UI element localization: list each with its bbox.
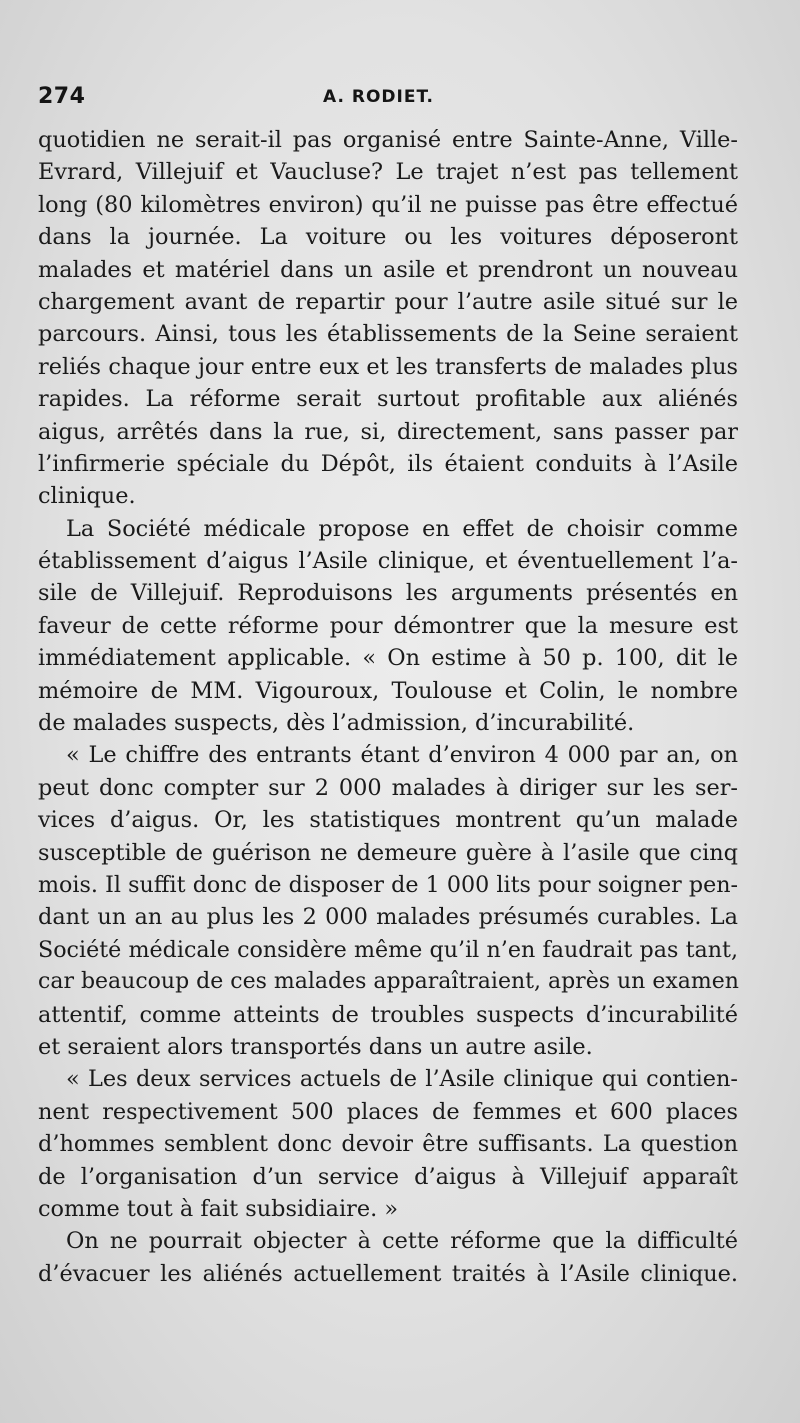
text-line: et seraient alors transportés dans un autre asile. bbox=[38, 1033, 593, 1060]
text-line: dant un an au plus les 2 000 malades présumés curables. La bbox=[38, 904, 738, 931]
text-line: l’infirmerie spéciale du Dépôt, ils étaient conduits à l’Asile bbox=[38, 450, 738, 477]
text-line: d’évacuer les aliénés actuellement traités à l’Asile clinique. bbox=[38, 1260, 738, 1287]
text-line: chargement avant de repartir pour l’autre asile situé sur le bbox=[38, 288, 738, 315]
text-line: rapides. La réforme serait surtout profitable aux aliénés bbox=[38, 386, 738, 413]
text-line: de l’organisation d’un service d’aigus à Villejuif apparaît bbox=[38, 1163, 738, 1190]
text-line: On ne pourrait objecter à cette réforme que la difficulté bbox=[66, 1228, 738, 1255]
text-line: mémoire de MM. Vigouroux, Toulouse et Colin, le nombre bbox=[38, 677, 738, 704]
text-line: susceptible de guérison ne demeure guère à l’asile que cinq bbox=[38, 839, 738, 866]
text-line: attentif, comme atteints de troubles suspects d’incurabilité bbox=[38, 1001, 738, 1028]
text-line: sile de Villejuif. Reproduisons les arguments présentés en bbox=[38, 580, 738, 607]
text-line: immédiatement applicable. « On estime à 50 p. 100, dit le bbox=[38, 645, 738, 672]
text-line: vices d’aigus. Or, les statistiques montrent qu’un malade bbox=[38, 807, 738, 834]
text-line: de malades suspects, dès l’admission, d’incurabilité. bbox=[38, 710, 635, 737]
text-line: d’hommes semblent donc devoir être suffisants. La question bbox=[38, 1131, 738, 1158]
text-line: reliés chaque jour entre eux et les transferts de malades plus bbox=[38, 353, 738, 380]
running-head: A. RODIET. bbox=[323, 87, 434, 107]
text-line: peut donc compter sur 2 000 malades à diriger sur les ser- bbox=[38, 774, 738, 801]
text-line: Evrard, Villejuif et Vaucluse? Le trajet n’est pas tellement bbox=[38, 159, 738, 186]
text-line: établissement d’aigus l’Asile clinique, et éventuellement l’a- bbox=[38, 548, 738, 575]
page-header bbox=[38, 84, 738, 118]
text-line: faveur de cette réforme pour démontrer que la mesure est bbox=[38, 612, 738, 639]
text-line: « Les deux services actuels de l’Asile clinique qui contien- bbox=[66, 1066, 738, 1093]
text-line: car beaucoup de ces malades apparaîtraient, après un examen bbox=[38, 969, 739, 995]
text-line: comme tout à fait subsidiaire. » bbox=[38, 1195, 399, 1222]
text-line: parcours. Ainsi, tous les établissements de la Seine seraient bbox=[38, 321, 738, 348]
text-line: dans la journée. La voiture ou les voitures déposeront bbox=[38, 224, 738, 251]
text-line: La Société médicale propose en effet de choisir comme bbox=[66, 515, 738, 542]
text-line: quotidien ne serait-il pas organisé entre Sainte-Anne, Ville- bbox=[38, 127, 738, 153]
text-line: malades et matériel dans un asile et prendront un nouveau bbox=[38, 256, 738, 283]
text-line: clinique. bbox=[38, 483, 136, 510]
text-line: Société médicale considère même qu’il n’en faudrait pas tant, bbox=[38, 936, 738, 963]
text-line: aigus, arrêtés dans la rue, si, directement, sans passer par bbox=[38, 418, 738, 445]
body-text bbox=[38, 124, 738, 1290]
page-number: 274 bbox=[38, 84, 86, 109]
text-line: nent respectivement 500 places de femmes et 600 places bbox=[38, 1098, 738, 1125]
text-line: « Le chiffre des entrants étant d’environ 4 000 par an, on bbox=[66, 742, 738, 769]
text-line: long (80 kilomètres environ) qu’il ne puisse pas être effectué bbox=[38, 191, 738, 218]
text-line: mois. Il suffit donc de disposer de 1 000 lits pour soigner pen- bbox=[38, 871, 738, 898]
